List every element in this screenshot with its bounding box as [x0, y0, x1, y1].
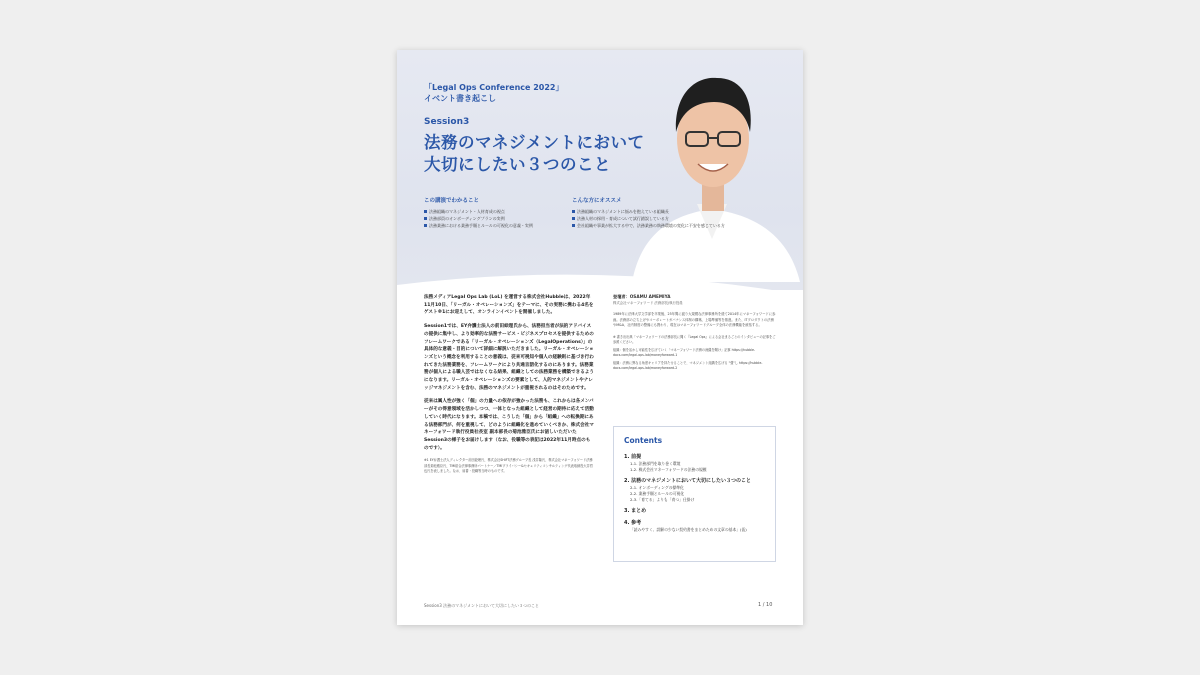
event-label [424, 82, 564, 104]
page-title [424, 132, 645, 176]
toc-section [624, 507, 765, 515]
bullet-icon [424, 217, 427, 220]
bullet-icon [424, 210, 427, 213]
reference-link[interactable]: 組織：法務に異なる角度キャリアを持たせることで、マネジメント組織を広げる "強"し https://hubble-docs.com/legal-ops-lab/moneyforward-2 [613, 360, 763, 370]
toc-section [624, 477, 765, 503]
event-subtitle: イベント書き起こし [424, 94, 496, 103]
recommend-heading: こんな方にオススメ [572, 198, 622, 204]
learn-heading: この講演でわかること [424, 198, 480, 204]
learn-item-text: 法務業務における業務手順とルールの可視化の意義・実例 [429, 223, 533, 228]
reference-link[interactable]: 組織：個を活かし可能性を広げていく「マネーフォワード法務の流儀を聞け」記事 https://hubble-docs.com/legal-ops-lab/moneyforward-1 [613, 347, 756, 357]
toc-subsection[interactable]: 2-1. オンボーディングの標準化 [630, 485, 684, 490]
speaker-info [613, 294, 777, 374]
page-number: 1 / 10 [758, 602, 773, 608]
session-label: Session3 [424, 117, 470, 127]
recommend-item-text: 法務人材の採用・育成について試行錯誤している方 [577, 216, 669, 221]
event-name: 「Legal Ops Conference 2022」 [424, 83, 564, 92]
toc-section [624, 453, 765, 473]
speaker-role: 株式会社マネーフォワード 法務部長/執行役員 [613, 301, 683, 305]
table-of-contents [613, 426, 776, 562]
bullet-icon [572, 224, 575, 227]
toc-section-label[interactable]: 1. 前提 [624, 454, 642, 460]
toc-subsection[interactable]: 1-2. 株式会社マネーフォワードの法務の規模 [630, 467, 707, 472]
title-line-2: 大切にしたい３つのこと [424, 155, 611, 174]
session1-paragraph: Session1では、EY弁護士法人の前田絵理氏から、法務担当者が法的アドバイスの提供に集中し、より効率的な法務サービス・ビジネスプロセスを提供するためのフレームワークである「リーガル・オペレーションズ（LegalOperations）」の具体的な意義・目的について詳細に解説いただきました。リーガル・オペレーションズという概念を利用することの意義は、従来可視知や個人の経験則に基づき行われてきた法務業務を、フレームワークにより共通言語化するのにあります。法務業務が個人による職人芸ではなくなる結果、組織としての法務業務を構築できるようになります。リーガル・オペレーションズの要素として、人的マネジメントやナレッジマネジメントを含む、法務のマネジメントが重視されるのはそのためです。 [424, 324, 594, 391]
recommend-item-text: 法務組織のマネジメントに悩みを抱えている組織長 [577, 209, 669, 214]
toc-section-label[interactable]: 3. まとめ [624, 508, 647, 514]
article-body [424, 294, 594, 475]
speaker-bio: 1989年に法律大学文学部を卒業後、25年間に渡り大規模な法律事務所を経て2014年にマネーフォワードに参画。法務部の立ち上げやコーポレートガバナンス体制の構築、上場準備等を推進。また、ITプロダクトの法務やM&A、社内制度の整備にも携わり、現在はマネーフォワードグループ全体の法務機能を統括する。 [613, 312, 776, 327]
recommend-item-text: 会社組織や事業が拡大する中で、法務業務の執務環境の変化に不安を感じている方 [577, 223, 725, 228]
recommend-item [572, 215, 782, 222]
speaker-photo [622, 54, 803, 282]
toc-section-label[interactable]: 4. 参考 [624, 520, 642, 526]
reference-note: ※ 書き出出典「マネーフォワードの法務部長に聞く『Legal Ops』による会社まるごとのインタビューの記事をご参照ください。 [613, 334, 776, 344]
toc-subsection[interactable]: 「読みやすく、誤解の少ない契約書をまとめための文章の基本」(仮) [630, 527, 747, 532]
learn-item-text: 法務部員のオンボーディングプランの実例 [429, 216, 505, 221]
recommend-item [572, 208, 782, 215]
toc-section [624, 519, 765, 533]
speaker-name: 登壇者：OSAMU AMEMIYA [613, 294, 671, 299]
toc-subsection[interactable]: 1-1. 法務部門を取り巻く環境 [630, 461, 681, 466]
footer-title: Session3 法務のマネジメントにおいて大切にしたい３つのこと [424, 603, 539, 608]
footnote: ※1 EY弁護士法人ディレクター前田絵理氏、株式会社SHIFT法務グループ長 浅井隆氏、株式会社マネーフォワード法務部長菊池雅臣氏、TMI総合法律事務所パートナー／TMIプライバシー&セキュリティコンサルティング代表取締役大井哲也氏を表しました。なお、肩書・役職等当時のものです。 [424, 458, 593, 474]
recommend-item [572, 222, 782, 229]
toc-subsection[interactable]: 2-2. 業務手順とルールの可視化 [630, 491, 685, 496]
learn-item-text: 法務組織のマネジメント・人材育成の視点 [429, 209, 505, 214]
toc-section-label[interactable]: 2. 法務のマネジメントにおいて大切にしたい３つのこと [624, 478, 751, 484]
bullet-icon [424, 224, 427, 227]
session3-paragraph: 従来は属人性が強く「個」の力量への依存が強かった法務も、これからは各メンバーがその得意領域を活かしつつ、一体となった組織として経営の期待に応えて活動していく時代になります。本稿では、こうした「個」から「組織」への転換期にある法務部門が、何を重視して、どのように組織化を進めていくべきか、株式会社マネーフォワード執行役員社長室 副本部長の菊池雅臣氏にお話しいただいたSession3の様子をお届けします（なお、役職等の表記は2022年11月時点のものです）。 [424, 399, 594, 451]
bullet-icon [572, 210, 575, 213]
toc-subsection[interactable]: 2-3.「育てる」よりも「育つ」仕掛け [630, 497, 695, 502]
toc-title: Contents [624, 436, 663, 445]
title-line-1: 法務のマネジメントにおいて [424, 133, 645, 152]
recommend-box [572, 196, 782, 229]
bullet-icon [572, 217, 575, 220]
document-page [397, 50, 803, 625]
intro-paragraph: 法務メディアLegal Ops Lab (LoL) を運営する株式会社Hubbleは、2022年11月10日、「リーガル・オペレーションズ」をテーマに、その実務に携わる4名をゲスト※1にお迎えして、オンラインイベントを開催しました。 [424, 295, 594, 316]
